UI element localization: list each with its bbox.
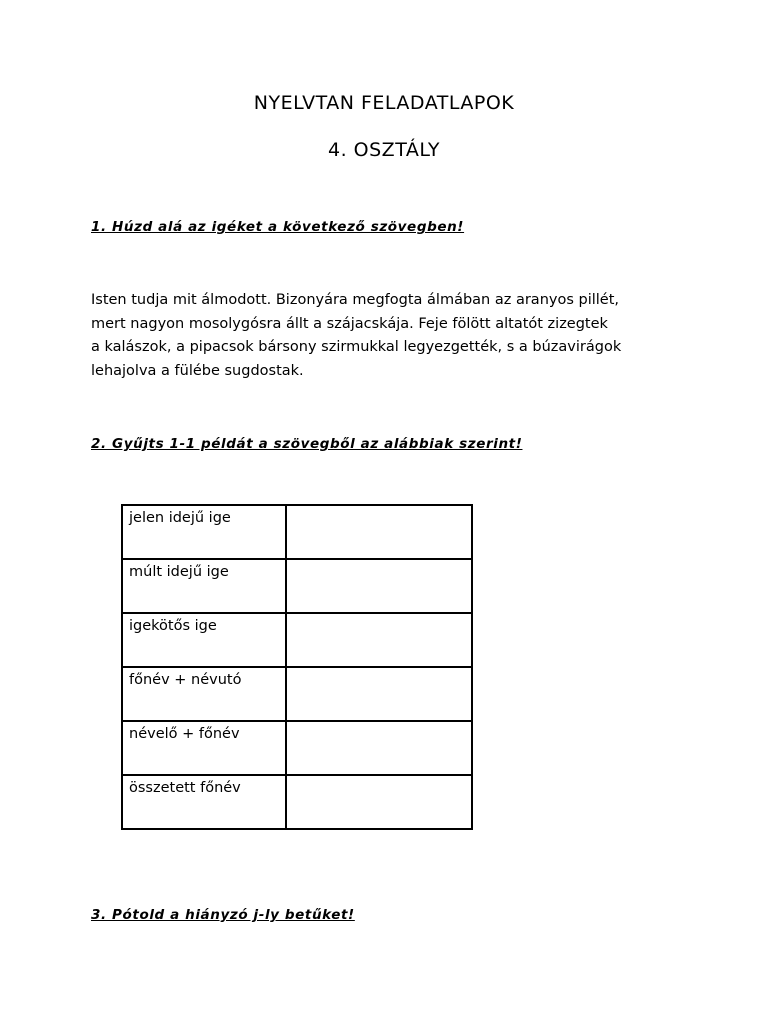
row-label: jelen idejű ige bbox=[122, 505, 286, 559]
reading-passage bbox=[91, 289, 691, 383]
passage-line: a kalászok, a pipacsok bársony szirmukkal legyezgették, s a búzavirágok bbox=[91, 339, 622, 355]
table-row bbox=[122, 721, 472, 775]
table-row bbox=[122, 613, 472, 667]
row-label: névelő + főnév bbox=[122, 721, 286, 775]
page-title: NYELVTAN FELADATLAPOK bbox=[253, 92, 515, 114]
row-label: múlt idejű ige bbox=[122, 559, 286, 613]
table-row bbox=[122, 559, 472, 613]
passage-line: mert nagyon mosolygósra állt a szájacskája. Feje fölött altatót zizegtek bbox=[91, 315, 608, 332]
word-collection-table bbox=[121, 504, 473, 830]
task-3-heading: 3. Pótold a hiányzó j-ly betűket! bbox=[91, 907, 355, 923]
answer-cell[interactable] bbox=[286, 721, 472, 775]
task-2-heading: 2. Gyűjts 1-1 példát a szövegből az alábbiak szerint! bbox=[91, 436, 523, 452]
table-row bbox=[122, 505, 472, 559]
task-1-heading: 1. Húzd alá az igéket a következő szövegben! bbox=[91, 219, 465, 235]
row-label: igekötős ige bbox=[122, 613, 286, 667]
answer-cell[interactable] bbox=[286, 559, 472, 613]
grade-subtitle: 4. OSZTÁLY bbox=[328, 139, 440, 161]
answer-cell[interactable] bbox=[286, 775, 472, 829]
answer-cell[interactable] bbox=[286, 613, 472, 667]
answer-cell[interactable] bbox=[286, 505, 472, 559]
table-row bbox=[122, 667, 472, 721]
answer-cell[interactable] bbox=[286, 667, 472, 721]
row-label: összetett főnév bbox=[122, 775, 286, 829]
passage-line: Isten tudja mit álmodott. Bizonyára megfogta álmában az aranyos pillét, bbox=[91, 292, 620, 308]
table-row bbox=[122, 775, 472, 829]
passage-line: lehajolva a fülébe sugdostak. bbox=[91, 362, 304, 379]
row-label: főnév + névutó bbox=[122, 667, 286, 721]
